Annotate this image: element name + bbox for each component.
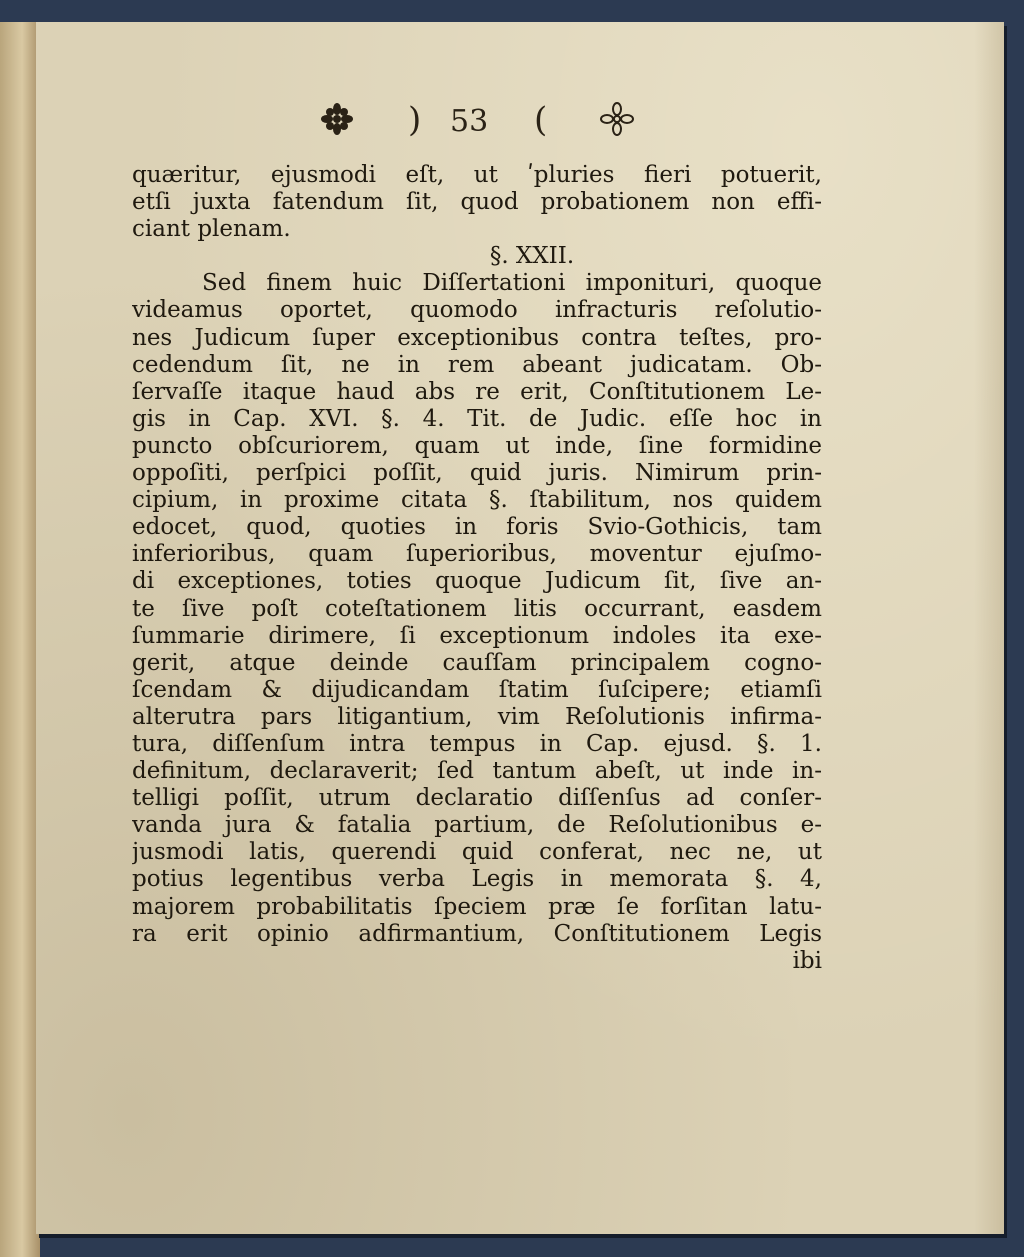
text-line: potius legentibus verba Legis in memorata §. 4, <box>132 866 822 893</box>
rosette-ornament-icon <box>600 102 634 136</box>
running-header <box>36 100 1004 150</box>
text-line: nes Judicum ſuper exceptionibus contra teſtes, pro- <box>132 324 822 351</box>
text-line: gerit, atque deinde cauſſam principalem cogno- <box>132 649 822 676</box>
text-line: ſervaſſe itaque haud abs re erit, Conſtitutionem Le- <box>132 378 822 405</box>
body-text <box>132 162 822 975</box>
header-paren-right: ( <box>534 100 548 140</box>
rosette-ornament-icon <box>320 102 354 136</box>
text-line: edocet, quod, quoties in foris Svio-Gothicis, tam <box>132 514 822 541</box>
text-line: majorem probabilitatis ſpeciem præ ſe forſitan latu- <box>132 893 822 920</box>
text-line: definitum, declaraverit; ſed tantum abeſt, ut inde in- <box>132 758 822 785</box>
text-line: oppoſiti, perſpici poſſit, quid juris. Nimirum prin- <box>132 460 822 487</box>
text-line: Sed finem huic Diſſertationi imponituri, quoque <box>202 270 822 297</box>
text-line: telligi poſſit, utrum declaratio diſſenſus ad conſer- <box>132 785 822 812</box>
facing-page-edge <box>0 22 40 1257</box>
text-line: tura, diſſenſum intra tempus in Cap. ejusd. §. 1. <box>132 730 822 757</box>
text-line: quæritur, ejusmodi eſt, ut ʹpluries fieri potuerit, <box>132 162 822 188</box>
text-line: cedendum ſit, ne in rem abeant judicatam. Ob- <box>132 351 822 378</box>
text-line: inferioribus, quam ſuperioribus, moventur ejuſmo- <box>132 541 822 568</box>
text-line: alterutra pars litigantium, vim Reſolutionis infirma- <box>132 703 822 730</box>
text-line: jusmodi latis, querendi quid conferat, nec ne, ut <box>132 839 822 866</box>
page-number: 53 <box>450 104 489 139</box>
book-page <box>36 22 1004 1234</box>
text-line: videamus oportet, quomodo infracturis reſolutio- <box>132 297 822 324</box>
text-line: vanda jura & fatalia partium, de Reſolutionibus e- <box>132 812 822 839</box>
text-line: ſcendam & dijudicandam ſtatim ſuſcipere; etiamſi <box>132 676 822 703</box>
catchword: ibi <box>792 947 822 974</box>
text-line: ciant plenam. <box>132 216 291 243</box>
text-line: gis in Cap. XVI. §. 4. Tit. de Judic. eſſe hoc in <box>132 405 822 432</box>
text-line: etſi juxta fatendum ſit, quod probationem non effi- <box>132 189 822 216</box>
section-heading: §. XXII. <box>489 243 575 270</box>
text-line: ſummarie dirimere, ſi exceptionum indoles ita exe- <box>132 622 822 649</box>
page-shading <box>974 22 1004 1234</box>
text-line: di exceptiones, toties quoque Judicum ſit, ſive an- <box>132 568 822 595</box>
text-line: te ſive poſt coteſtationem litis occurrant, easdem <box>132 595 822 622</box>
header-paren-left: ) <box>408 100 422 140</box>
text-line: ra erit opinio adfirmantium, Conſtitutionem Legis <box>132 920 822 947</box>
text-line: puncto obſcuriorem, quam ut inde, ſine formidine <box>132 432 822 459</box>
text-line: cipium, in proxime citata §. ſtabilitum, nos quidem <box>132 487 822 514</box>
